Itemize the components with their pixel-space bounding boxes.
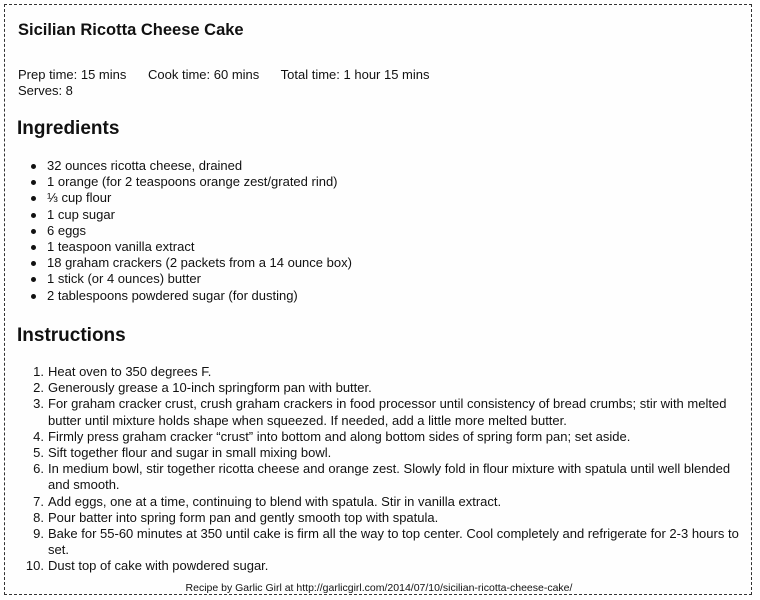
- step-text: Heat oven to 350 degrees F.: [48, 364, 212, 379]
- step-number: 2.: [33, 380, 44, 396]
- step-text: Generously grease a 10-inch springform pan with butter.: [48, 380, 372, 396]
- ingredients-list: [18, 158, 352, 304]
- instruction-step: [18, 429, 743, 445]
- serves: Serves: 8: [18, 83, 73, 98]
- instruction-step: [18, 526, 743, 558]
- step-number: 5.: [33, 445, 44, 461]
- instructions-list: [18, 364, 743, 575]
- step-number: 9.: [33, 526, 44, 542]
- step-text: Add eggs, one at a time, continuing to blend with spatula. Stir in vanilla extract.: [48, 493, 502, 509]
- step-text: Dust top of cake with powdered sugar.: [48, 558, 269, 574]
- recipe-credit: Recipe by Garlic Girl at http://garlicgirl.com/2014/07/10/sicilian-ricotta-cheese-cake/: [185, 582, 573, 594]
- ingredient-item: 1 stick (or 4 ounces) butter: [18, 271, 352, 287]
- recipe-card: [4, 4, 752, 595]
- instruction-step: [18, 558, 743, 574]
- recipe-meta: [18, 67, 448, 99]
- instruction-step: [18, 510, 743, 526]
- ingredient-item: 32 ounces ricotta cheese, drained: [18, 158, 352, 174]
- ingredient-item: 6 eggs: [18, 223, 352, 239]
- step-number: 8.: [33, 509, 44, 525]
- ingredient-item: ⅓ cup flour: [18, 190, 352, 206]
- total-time: Total time: 1 hour 15 mins: [280, 67, 430, 82]
- step-number: 10.: [25, 558, 44, 574]
- time-row: [18, 67, 448, 83]
- prep-time: Prep time: 15 mins: [18, 67, 127, 82]
- instruction-step: [18, 461, 743, 493]
- step-text: In medium bowl, stir together ricotta cheese and orange zest. Slowly fold in flour mixture with spatula until well blended and smooth.: [48, 461, 731, 493]
- step-number: 1.: [33, 364, 44, 379]
- step-text: Firmly press graham cracker “crust” into bottom and along bottom sides of spring form pan; set aside.: [48, 428, 631, 444]
- ingredient-item: 1 orange (for 2 teaspoons orange zest/grated rind): [18, 174, 352, 190]
- instruction-step: [18, 445, 743, 461]
- instruction-step: [18, 364, 743, 380]
- cook-time: Cook time: 60 mins: [148, 67, 260, 82]
- instructions-heading: Instructions: [17, 325, 126, 346]
- step-number: 7.: [33, 493, 44, 509]
- ingredient-item: 1 cup sugar: [18, 207, 352, 223]
- instruction-step: [18, 396, 743, 428]
- step-text: For graham cracker crust, crush graham crackers in food processor until consistency of bread crumbs; stir with melted butter until mixture holds shape when squeezed. If needed, add a little more melted butter.: [48, 396, 727, 428]
- ingredient-item: 2 tablespoons powdered sugar (for dusting): [18, 288, 352, 304]
- instruction-step: [18, 380, 743, 396]
- step-number: 6.: [33, 461, 44, 477]
- step-number: 4.: [33, 428, 44, 444]
- step-text: Bake for 55-60 minutes at 350 until cake is firm all the way to top center. Cool completely and refrigerate for 2-3 hours to set.: [48, 526, 739, 558]
- ingredients-heading: Ingredients: [17, 118, 120, 139]
- recipe-title: Sicilian Ricotta Cheese Cake: [18, 21, 244, 39]
- ingredient-item: 18 graham crackers (2 packets from a 14 ounce box): [18, 255, 352, 271]
- step-number: 3.: [33, 396, 44, 412]
- instruction-step: [18, 494, 743, 510]
- ingredient-item: 1 teaspoon vanilla extract: [18, 239, 352, 255]
- step-text: Pour batter into spring form pan and gently smooth top with spatula.: [48, 509, 439, 525]
- step-text: Sift together flour and sugar in small mixing bowl.: [48, 445, 332, 461]
